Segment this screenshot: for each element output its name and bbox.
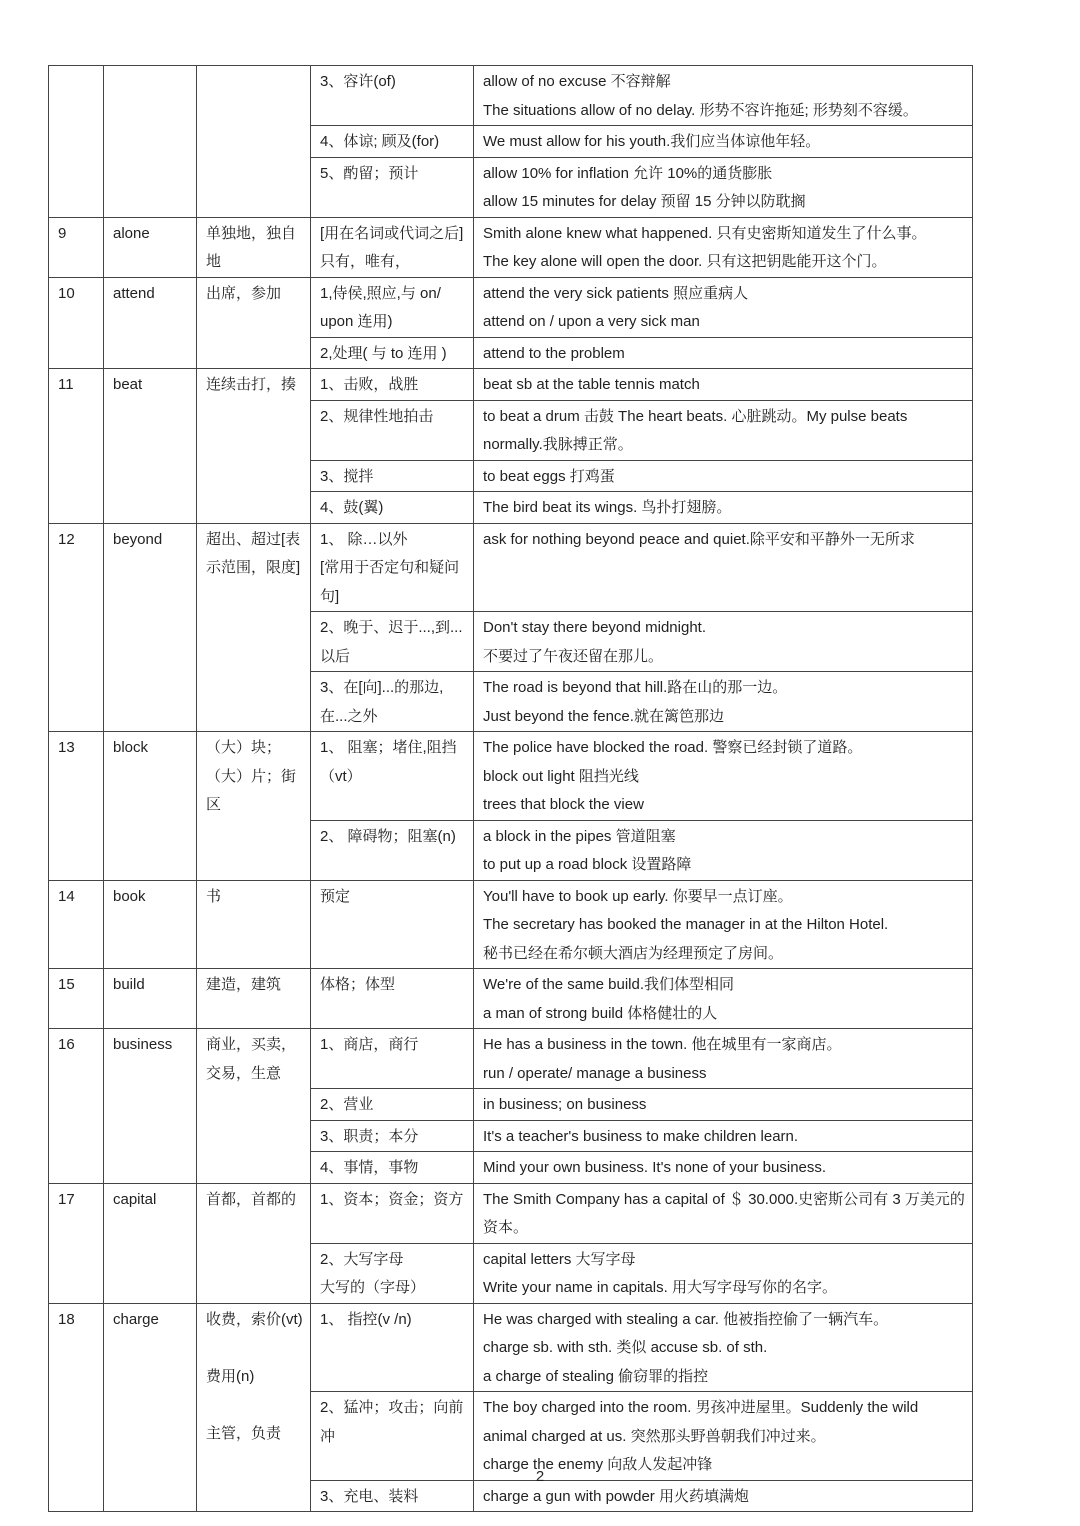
example-line: trees that block the view bbox=[483, 796, 644, 813]
table-row bbox=[49, 523, 973, 612]
entry-word: attend bbox=[104, 277, 197, 369]
example-line: charge sb. with sth. 类似 accuse sb. of sth. bbox=[483, 1339, 768, 1356]
sense-label-line: 1、 阻塞；堵住,阻挡（vt） bbox=[320, 739, 457, 785]
sense-label bbox=[311, 612, 474, 672]
table-row bbox=[49, 732, 973, 821]
sense-examples bbox=[474, 66, 973, 126]
example-line: The Smith Company has a capital of ＄ 30.000.史密斯公司有 3 万美元的资本。 bbox=[483, 1190, 965, 1236]
entry-word: charge bbox=[104, 1303, 197, 1512]
entry-meaning: 出席，参加 bbox=[197, 277, 311, 369]
sense-examples bbox=[474, 277, 973, 337]
example-line: You'll have to book up early. 你要早一点订座。 bbox=[483, 887, 793, 905]
sense-label bbox=[311, 1183, 474, 1243]
sense-examples bbox=[474, 1243, 973, 1303]
sense-examples bbox=[474, 400, 973, 460]
meaning-line: 主管，负责 bbox=[206, 1424, 282, 1442]
vocabulary-table bbox=[48, 65, 973, 1512]
sense-label-line: 2、营业 bbox=[320, 1096, 374, 1113]
sense-label bbox=[311, 277, 474, 337]
table-row bbox=[49, 969, 973, 1029]
sense-label bbox=[311, 400, 474, 460]
sense-examples bbox=[474, 1152, 973, 1184]
sense-examples bbox=[474, 492, 973, 524]
sense-label bbox=[311, 126, 474, 158]
example-line: The road is beyond that hill.路在山的那一边。 bbox=[483, 679, 788, 696]
sense-label bbox=[311, 969, 474, 1029]
sense-label bbox=[311, 880, 474, 969]
entry-word: build bbox=[104, 969, 197, 1029]
sense-label-line: 1、商店，商行 bbox=[320, 1036, 419, 1053]
entry-meaning: 首都，首都的 bbox=[197, 1183, 311, 1303]
sense-examples bbox=[474, 1089, 973, 1121]
example-line: a block in the pipes 管道阻塞 bbox=[483, 827, 676, 845]
sense-examples bbox=[474, 1029, 973, 1089]
sense-label-line: 4、体谅; 顾及(for) bbox=[320, 133, 440, 150]
example-line: allow 15 minutes for delay 预留 15 分钟以防耽搁 bbox=[483, 193, 806, 210]
example-line: Write your name in capitals. 用大写字母写你的名字。 bbox=[483, 1279, 837, 1296]
entry-meaning: （大）块；（大）片；街区 bbox=[197, 732, 311, 881]
table-row bbox=[49, 880, 973, 969]
sense-examples bbox=[474, 369, 973, 401]
sense-examples bbox=[474, 1392, 973, 1481]
sense-label-line: [常用于否定句和疑问句] bbox=[320, 559, 460, 605]
entry-number: 13 bbox=[49, 732, 104, 881]
sense-label-line: 4、鼓(翼) bbox=[320, 499, 384, 516]
example-line: run / operate/ manage a business bbox=[483, 1064, 707, 1082]
sense-label-line: 2、 障碍物；阻塞(n) bbox=[320, 827, 456, 845]
entry-meaning: 超出、超过[表示范围，限度] bbox=[197, 523, 311, 732]
sense-examples bbox=[474, 880, 973, 969]
meaning-line: 收费，索价(vt) bbox=[206, 1310, 303, 1328]
sense-examples bbox=[474, 732, 973, 821]
entry-word: business bbox=[104, 1029, 197, 1184]
sense-examples bbox=[474, 1303, 973, 1392]
example-line: He was charged with stealing a car. 他被指控偷了一辆汽车。 bbox=[483, 1310, 889, 1328]
sense-label-line: 2、猛冲；攻击；向前冲 bbox=[320, 1399, 464, 1445]
table-row bbox=[49, 66, 973, 126]
sense-label bbox=[311, 217, 474, 277]
entry-number: 11 bbox=[49, 369, 104, 524]
entry-number bbox=[49, 66, 104, 218]
example-line: block out light 阻挡光线 bbox=[483, 767, 639, 785]
sense-examples bbox=[474, 217, 973, 277]
example-line: He has a business in the town. 他在城里有一家商店。 bbox=[483, 1036, 842, 1053]
sense-label-line: 1、资本；资金；资方 bbox=[320, 1190, 464, 1208]
sense-label-line: 3、在[向]...的那边,在...之外 bbox=[320, 679, 444, 725]
example-line: allow of no excuse 不容辩解 bbox=[483, 73, 671, 90]
example-line: The situations allow of no delay. 形势不容许拖延; 形势刻不容缓。 bbox=[483, 101, 918, 119]
sense-label-line: 1、 除…以外 bbox=[320, 530, 408, 548]
sense-label bbox=[311, 1089, 474, 1121]
sense-label-line: 3、充电、装料 bbox=[320, 1487, 419, 1505]
entry-word: alone bbox=[104, 217, 197, 277]
example-line: ask for nothing beyond peace and quiet.除平安和平静外一无所求 bbox=[483, 530, 915, 548]
example-line: We must allow for his youth.我们应当体谅他年轻。 bbox=[483, 133, 821, 150]
example-line: attend to the problem bbox=[483, 344, 625, 362]
example-line: 秘书已经在希尔顿大酒店为经理预定了房间。 bbox=[483, 944, 784, 962]
entry-meaning: 商业，买卖，交易，生意 bbox=[197, 1029, 311, 1184]
sense-label bbox=[311, 820, 474, 880]
example-line: attend the very sick patients 照应重病人 bbox=[483, 284, 749, 302]
sense-label bbox=[311, 337, 474, 369]
sense-examples bbox=[474, 1120, 973, 1152]
example-line: charge the enemy 向敌人发起冲锋 bbox=[483, 1456, 713, 1473]
example-line: to beat eggs 打鸡蛋 bbox=[483, 467, 615, 485]
sense-label-line: 1、击败，战胜 bbox=[320, 376, 419, 393]
sense-label-line: 2、大写字母 bbox=[320, 1250, 404, 1268]
entry-number: 16 bbox=[49, 1029, 104, 1184]
sense-label-line: 3、容许(of) bbox=[320, 73, 396, 90]
example-line: The key alone will open the door. 只有这把钥匙能开这个门。 bbox=[483, 253, 887, 270]
example-line: a man of strong build 体格健壮的人 bbox=[483, 1004, 718, 1022]
sense-label-line: 预定 bbox=[320, 887, 351, 905]
entry-number: 14 bbox=[49, 880, 104, 969]
sense-label bbox=[311, 369, 474, 401]
entry-number: 10 bbox=[49, 277, 104, 369]
sense-label-line: 3、搅拌 bbox=[320, 467, 374, 485]
sense-label bbox=[311, 157, 474, 217]
sense-label bbox=[311, 1243, 474, 1303]
example-line: to put up a road block 设置路障 bbox=[483, 856, 692, 873]
example-line: The boy charged into the room. 男孩冲进屋里。Suddenly the wild animal charged at us. 突然那头野兽朝我们冲过来。 bbox=[483, 1399, 919, 1445]
sense-label-line: 2、规律性地拍击 bbox=[320, 407, 434, 425]
sense-examples bbox=[474, 672, 973, 732]
example-line: allow 10% for inflation 允许 10%的通货膨胀 bbox=[483, 164, 773, 182]
sense-label-line: 2、晚于、迟于...,到...以后 bbox=[320, 619, 463, 665]
sense-label-line: 3、职责；本分 bbox=[320, 1127, 419, 1145]
example-line: The police have blocked the road. 警察已经封锁了道路。 bbox=[483, 739, 863, 756]
entry-word bbox=[104, 66, 197, 218]
sense-label bbox=[311, 1120, 474, 1152]
entry-number: 18 bbox=[49, 1303, 104, 1512]
entry-word: capital bbox=[104, 1183, 197, 1303]
table-row bbox=[49, 369, 973, 401]
sense-label bbox=[311, 1392, 474, 1481]
sense-label bbox=[311, 460, 474, 492]
sense-examples bbox=[474, 969, 973, 1029]
entry-number: 15 bbox=[49, 969, 104, 1029]
example-line: 不要过了午夜还留在那儿。 bbox=[483, 647, 664, 665]
table-row bbox=[49, 217, 973, 277]
meaning-line bbox=[206, 1334, 304, 1363]
entry-meaning: 单独地，独自地 bbox=[197, 217, 311, 277]
example-line: The bird beat its wings. 鸟扑打翅膀。 bbox=[483, 499, 732, 516]
table-row bbox=[49, 277, 973, 337]
example-line: It's a teacher's business to make children learn. bbox=[483, 1127, 799, 1145]
example-line: beat sb at the table tennis match bbox=[483, 376, 700, 393]
example-line: a charge of stealing 偷窃罪的指控 bbox=[483, 1367, 709, 1385]
example-line: Don't stay there beyond midnight. bbox=[483, 619, 706, 636]
sense-label bbox=[311, 1303, 474, 1392]
sense-label bbox=[311, 523, 474, 612]
sense-examples bbox=[474, 337, 973, 369]
sense-label bbox=[311, 672, 474, 732]
entry-word: beyond bbox=[104, 523, 197, 732]
vocabulary-table-body bbox=[49, 66, 973, 1512]
sense-label-line: 5、酌留；预计 bbox=[320, 164, 419, 182]
sense-examples bbox=[474, 460, 973, 492]
example-line: We're of the same build.我们体型相同 bbox=[483, 976, 735, 993]
example-line: The secretary has booked the manager in at the Hilton Hotel. bbox=[483, 916, 889, 933]
sense-label-line: 1,侍侯,照应,与 on/ upon 连用) bbox=[320, 284, 441, 330]
sense-examples bbox=[474, 1183, 973, 1243]
entry-number: 17 bbox=[49, 1183, 104, 1303]
entry-word: block bbox=[104, 732, 197, 881]
example-line: capital letters 大写字母 bbox=[483, 1250, 636, 1268]
meaning-line bbox=[206, 1391, 304, 1420]
sense-label bbox=[311, 66, 474, 126]
entry-number: 12 bbox=[49, 523, 104, 732]
sense-label bbox=[311, 492, 474, 524]
sense-label-line: [用在名词或代词之后]只有，唯有， bbox=[320, 224, 464, 270]
sense-label bbox=[311, 732, 474, 821]
entry-meaning: 书 bbox=[197, 880, 311, 969]
example-line: charge a gun with powder 用火药填满炮 bbox=[483, 1487, 749, 1505]
sense-label bbox=[311, 1029, 474, 1089]
entry-word: book bbox=[104, 880, 197, 969]
table-row bbox=[49, 1303, 973, 1392]
sense-examples bbox=[474, 126, 973, 158]
sense-examples bbox=[474, 523, 973, 612]
sense-label-line: 体格；体型 bbox=[320, 976, 396, 993]
example-line: attend on / upon a very sick man bbox=[483, 313, 700, 330]
example-line: Just beyond the fence.就在篱笆那边 bbox=[483, 707, 724, 725]
sense-examples bbox=[474, 157, 973, 217]
sense-examples bbox=[474, 612, 973, 672]
sense-label-line: 大写的（字母） bbox=[320, 1279, 426, 1296]
entry-meaning bbox=[197, 66, 311, 218]
meaning-line: 费用(n) bbox=[206, 1367, 255, 1385]
example-line: Smith alone knew what happened. 只有史密斯知道发生了什么事。 bbox=[483, 224, 927, 242]
entry-number: 9 bbox=[49, 217, 104, 277]
sense-label-line: 2,处理( 与 to 连用 ) bbox=[320, 344, 447, 362]
page-number: 2 bbox=[535, 1468, 545, 1485]
entry-meaning: 连续击打，揍 bbox=[197, 369, 311, 524]
sense-examples bbox=[474, 820, 973, 880]
example-line: to beat a drum 击鼓 The heart beats. 心脏跳动。My pulse beats normally.我脉搏正常。 bbox=[483, 407, 908, 453]
sense-label-line: 1、 指控(v /n) bbox=[320, 1310, 412, 1328]
entry-word: beat bbox=[104, 369, 197, 524]
table-row bbox=[49, 1183, 973, 1243]
entry-meaning: 建造，建筑 bbox=[197, 969, 311, 1029]
example-line: Mind your own business. It's none of your business. bbox=[483, 1159, 827, 1176]
sense-label-line: 4、事情，事物 bbox=[320, 1159, 419, 1176]
example-line: in business; on business bbox=[483, 1096, 647, 1113]
sense-label bbox=[311, 1152, 474, 1184]
table-row bbox=[49, 1029, 973, 1089]
